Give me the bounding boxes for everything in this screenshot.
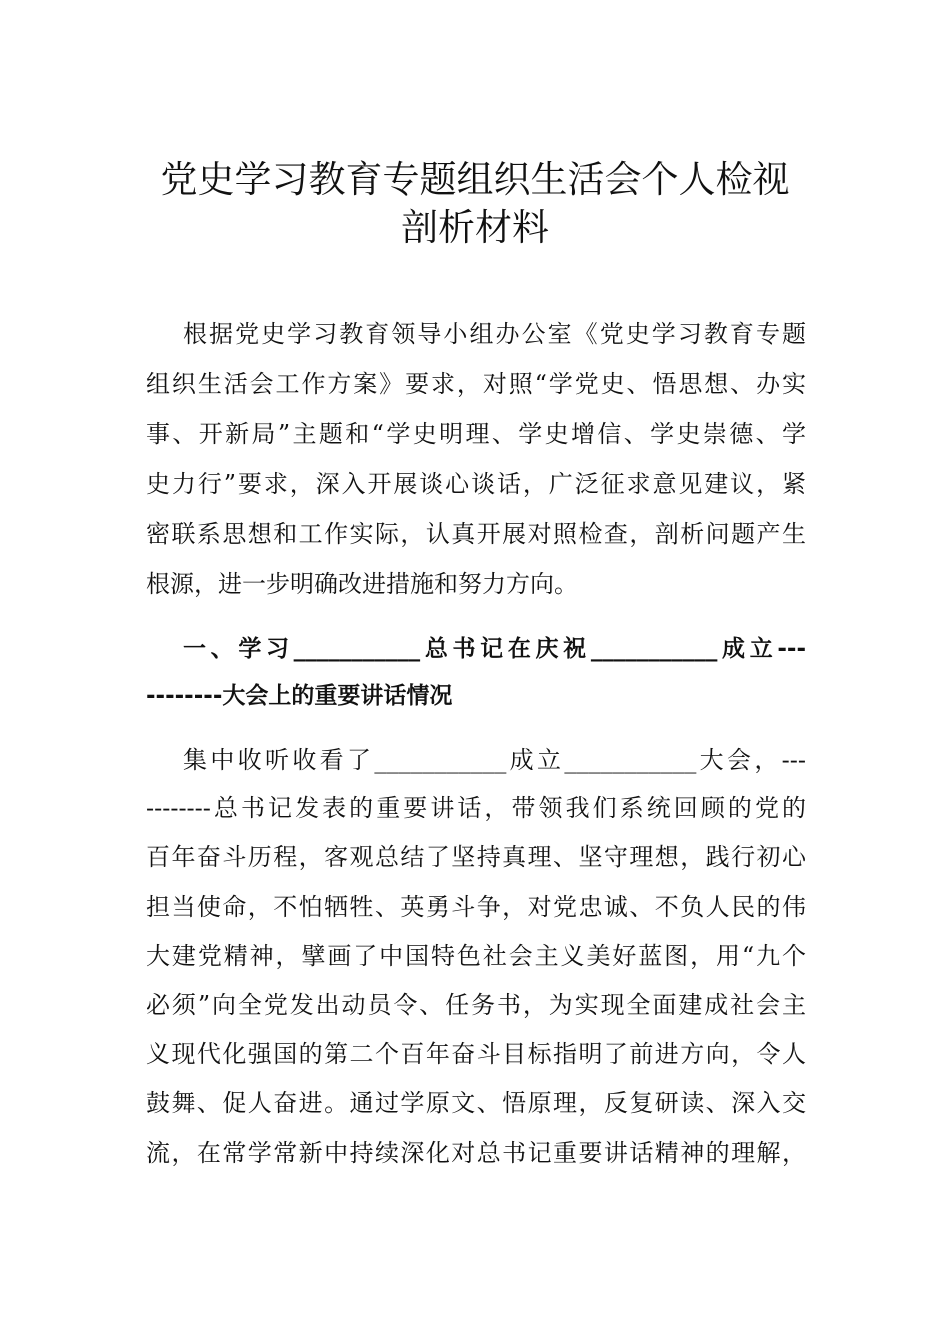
paragraph-1-line-4: 史力行”要求，深入开展谈心谈话，广泛征求意见建议，紧 bbox=[146, 470, 806, 498]
document-title-line-1: 党史学习教育专题组织生活会个人检视 bbox=[160, 158, 790, 201]
paragraph-2-line-7: 义现代化强国的第二个百年奋斗目标指明了前进方向，令人 bbox=[146, 1040, 806, 1068]
paragraph-1-line-3: 事、开新局”主题和“学史明理、学史增信、学史崇德、学 bbox=[146, 420, 806, 448]
paragraph-1-line-6: 根源，进一步明确改进措施和努力方向。 bbox=[146, 570, 578, 598]
section-heading-1-line-2: --------大会上的重要讲话情况 bbox=[146, 683, 453, 709]
paragraph-2-line-2: --------总书记发表的重要讲话，带领我们系统回顾的党的 bbox=[146, 794, 806, 822]
paragraph-1-line-1: 根据党史学习教育领导小组办公室《党史学习教育专题 bbox=[183, 320, 806, 348]
document-title-line-2: 剖析材料 bbox=[401, 206, 549, 249]
paragraph-1-line-5: 密联系思想和工作实际，认真开展对照检查，剖析问题产生 bbox=[146, 520, 806, 548]
paragraph-2-line-9: 流，在常学常新中持续深化对总书记重要讲话精神的理解， bbox=[146, 1139, 806, 1167]
paragraph-1-line-2: 组织生活会工作方案》要求，对照“学党史、悟思想、办实 bbox=[146, 370, 806, 398]
paragraph-2-line-4: 担当使命，不怕牺牲、英勇斗争，对党忠诚、不负人民的伟 bbox=[146, 893, 806, 921]
paragraph-2-line-1: 集中收听收看了___________成立___________大会，--- bbox=[183, 746, 806, 774]
paragraph-2-line-8: 鼓舞、促人奋进。通过学原文、悟原理，反复研读、深入交 bbox=[146, 1089, 806, 1117]
paragraph-2-line-3: 百年奋斗历程，客观总结了坚持真理、坚守理想，践行初心 bbox=[146, 843, 806, 871]
paragraph-2-line-6: 必须”向全党发出动员令、任务书，为实现全面建成社会主 bbox=[146, 991, 806, 1019]
paragraph-2-line-5: 大建党精神，擘画了中国特色社会主义美好蓝图，用“九个 bbox=[146, 942, 806, 970]
section-heading-1-line-1: 一、学习___________总书记在庆祝___________成立--- bbox=[183, 636, 806, 662]
